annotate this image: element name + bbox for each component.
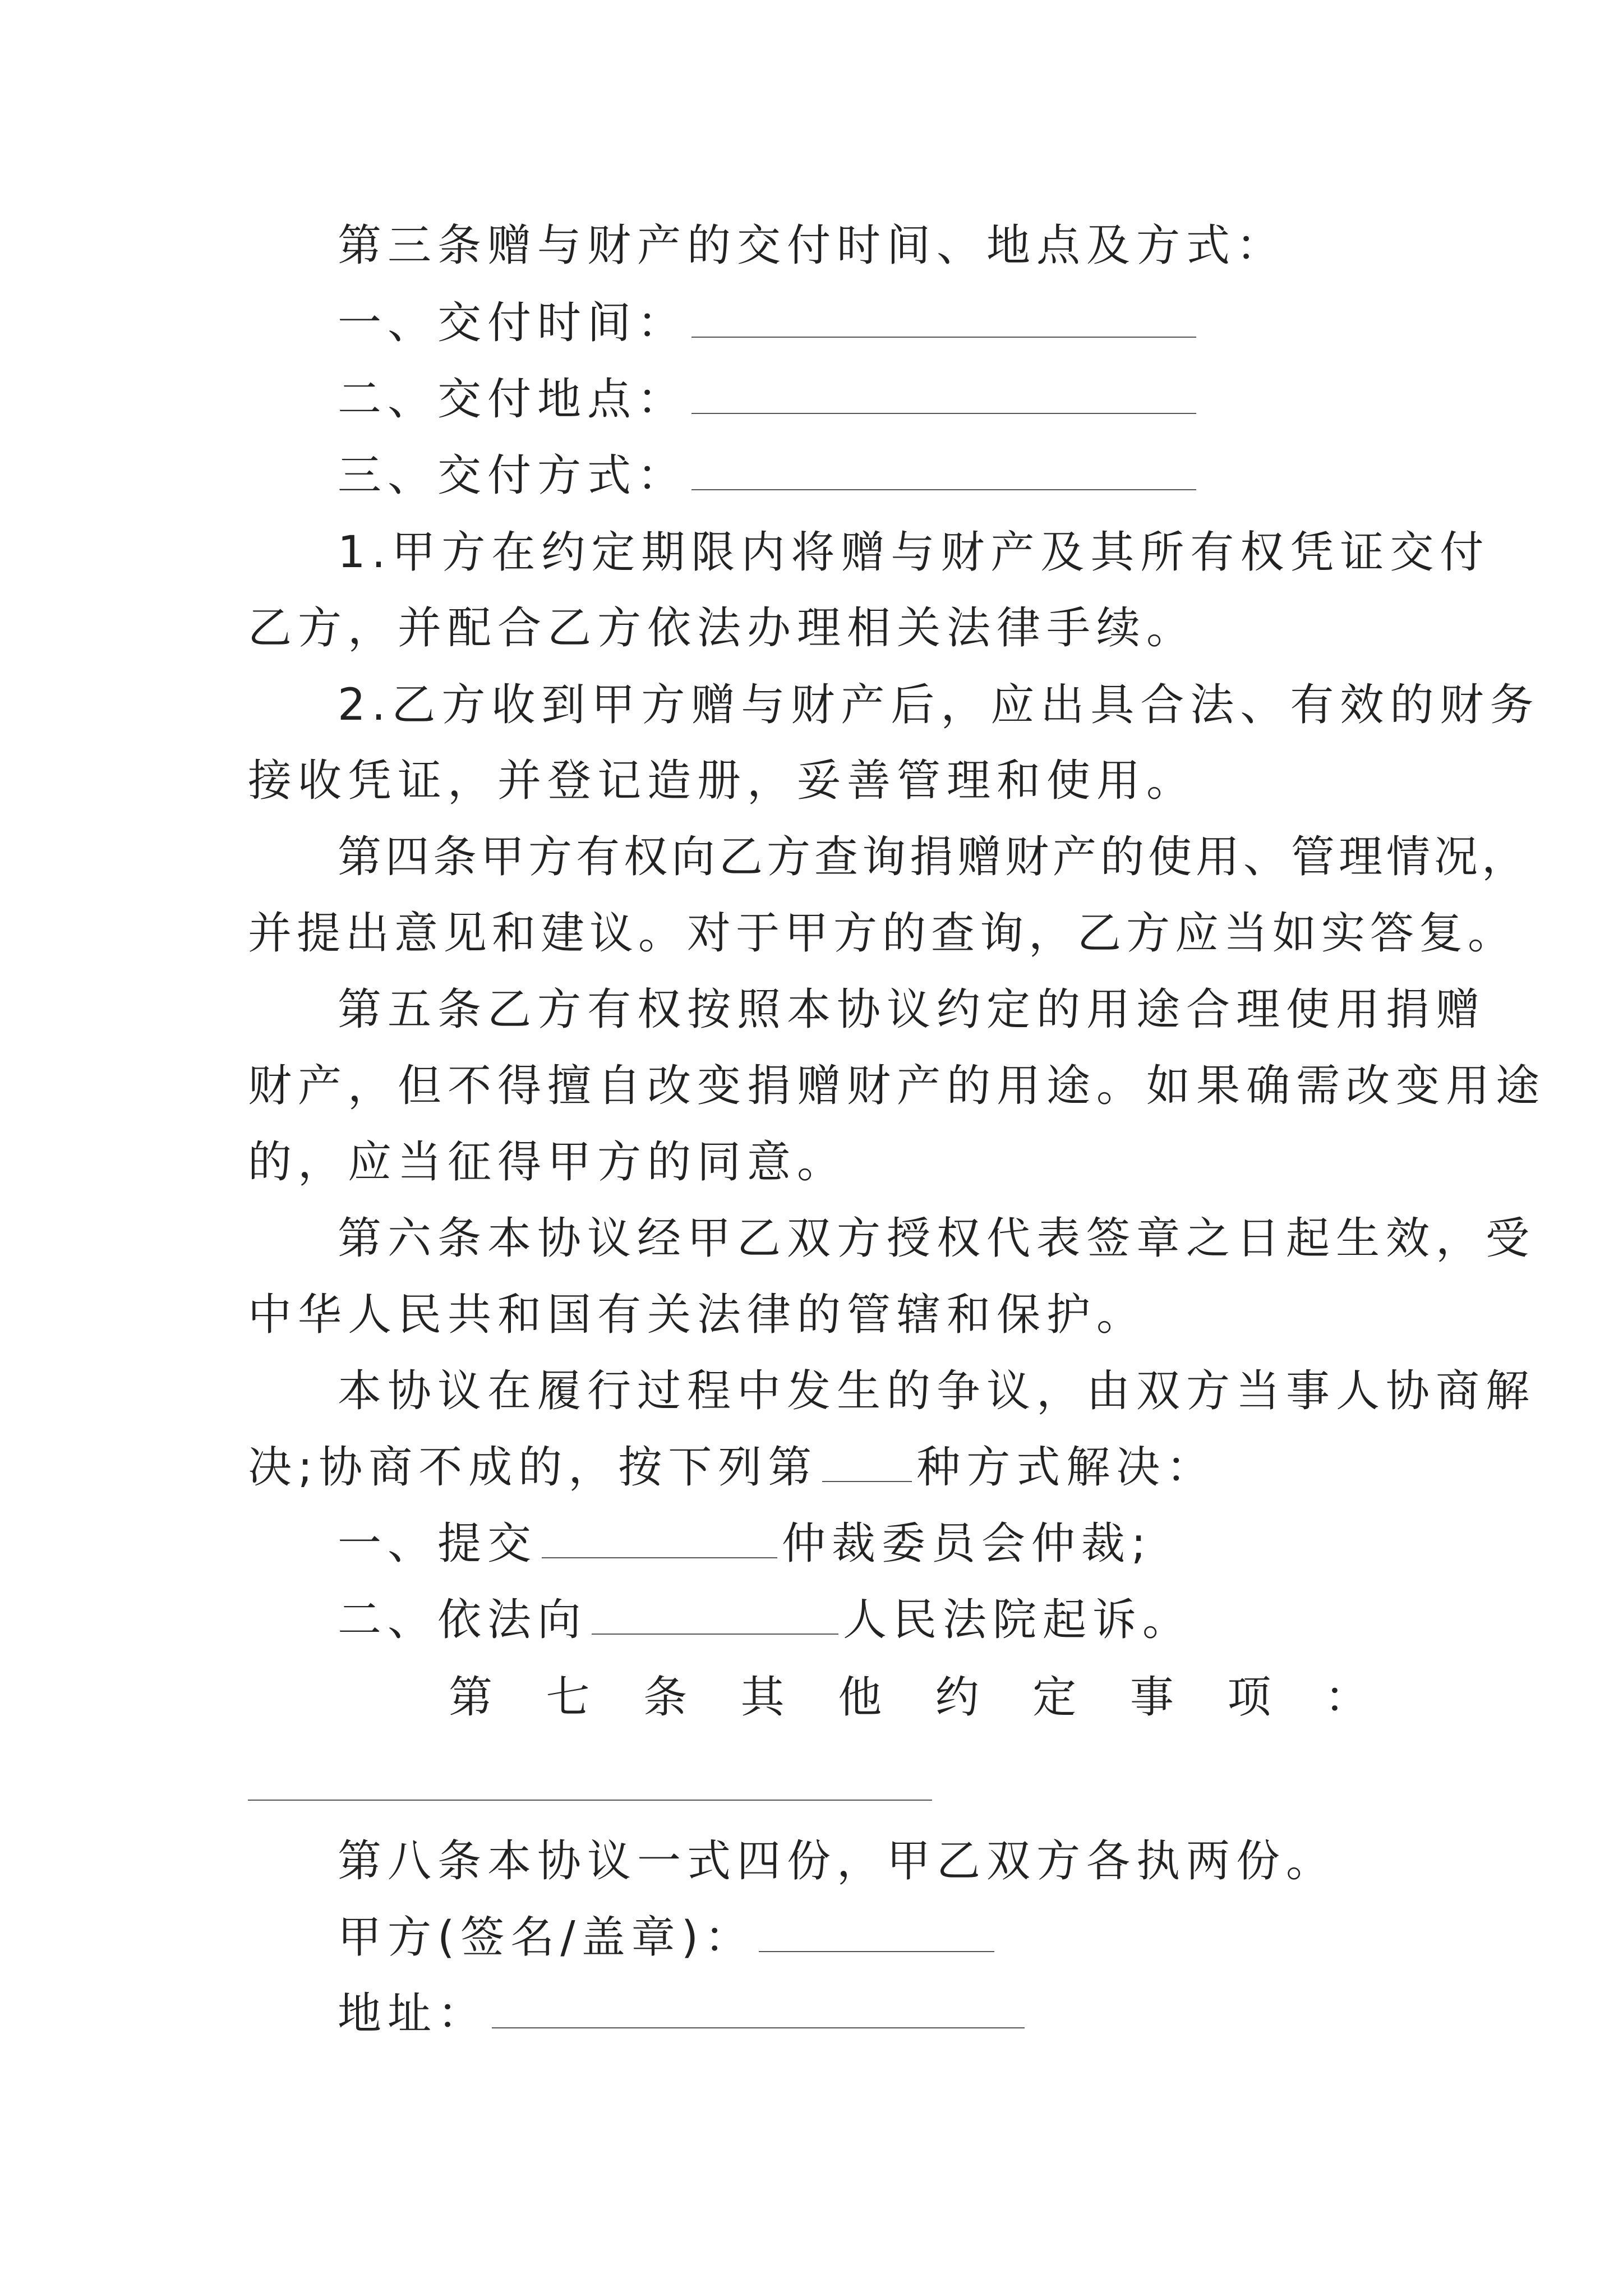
clause-1-line-1: 1.甲方在约定期限内将赠与财产及其所有权凭证交付: [338, 527, 1490, 578]
dispute-line-2-text-b: 种方式解决：: [916, 1442, 1216, 1493]
dispute-line-2: [248, 1439, 1216, 1496]
delivery-place-blank: [691, 374, 1196, 414]
delivery-method-label: 三、交付方式：: [338, 450, 688, 501]
article-7-char: 七: [546, 1672, 590, 1723]
article-4-line-2: 并提出意见和建议。对于甲方的查询，乙方应当如实答复。: [248, 908, 1517, 959]
article-7-heading: [449, 1669, 1368, 1726]
dispute-method-blank: [822, 1442, 912, 1482]
article-7-char: 第: [449, 1672, 493, 1723]
article-5-line-2: 财产，但不得擅自改变捐赠财产的用途。如果确需改变用途: [248, 1061, 1546, 1111]
article-6-line-2: 中华人民共和国有关法律的管辖和保护。: [248, 1290, 1147, 1340]
article-4-line-1: 第四条甲方有权向乙方查询捐赠财产的使用、管理情况，: [338, 832, 1530, 882]
dispute-option-1-text-b: 仲裁委员会仲裁;: [782, 1519, 1152, 1569]
party-a-label: 甲方(签名/盖章)：: [338, 1912, 755, 1963]
clause-2-line-1: 2.乙方收到甲方赠与财产后，应出具合法、有效的财务: [338, 680, 1540, 730]
party-a-signature-blank: [759, 1912, 994, 1952]
article-5-line-3: 的，应当征得甲方的同意。: [248, 1137, 847, 1188]
address-row: [338, 1986, 1029, 2042]
clause-1-line-2: 乙方，并配合乙方依法办理相关法律手续。: [248, 603, 1197, 654]
address-label: 地址：: [338, 1989, 488, 2039]
dispute-option-2: [338, 1592, 1192, 1648]
delivery-place-row: [338, 371, 1201, 427]
delivery-method-row: [338, 448, 1201, 504]
dispute-option-2-text-a: 二、依法向: [338, 1595, 588, 1645]
dispute-option-1: [338, 1516, 1152, 1572]
court-blank: [592, 1594, 838, 1635]
article-7-char: 其: [740, 1672, 785, 1723]
article-7-char: 约: [935, 1672, 979, 1723]
delivery-time-label: 一、交付时间：: [338, 298, 688, 348]
article-8: 第八条本协议一式四份，甲乙双方各执两份。: [338, 1836, 1336, 1887]
article-7-char: 条: [643, 1672, 688, 1723]
dispute-option-2-text-b: 人民法院起诉。: [843, 1595, 1193, 1645]
delivery-time-row: [338, 295, 1201, 351]
article-5-line-1: 第五条乙方有权按照本协议约定的用途合理使用捐赠: [338, 984, 1486, 1035]
arbitration-committee-blank: [542, 1518, 777, 1558]
delivery-place-label: 二、交付地点：: [338, 374, 688, 425]
clause-2-line-2: 接收凭证，并登记造册，妥善管理和使用。: [248, 756, 1197, 806]
address-blank: [492, 1988, 1025, 2028]
delivery-method-blank: [691, 450, 1196, 490]
dispute-line-1: 本协议在履行过程中发生的争议，由双方当事人协商解: [338, 1366, 1536, 1416]
dispute-line-2-text-a: 决;协商不成的，按下列第: [248, 1442, 818, 1493]
article-7-char: 定: [1032, 1672, 1077, 1723]
article-7-char: 项: [1227, 1672, 1271, 1723]
article-3-title: 第三条赠与财产的交付时间、地点及方式：: [338, 220, 1287, 271]
delivery-time-blank: [691, 297, 1196, 338]
article-7-char: 他: [838, 1672, 882, 1723]
article-7-char: 事: [1129, 1672, 1174, 1723]
article-6-line-1: 第六条本协议经甲乙双方授权代表签章之日起生效，受: [338, 1213, 1536, 1264]
party-a-signature-row: [338, 1910, 999, 1966]
dispute-option-1-text-a: 一、提交: [338, 1519, 538, 1569]
other-matters-blank-line: [248, 1800, 932, 1801]
article-7-char: ：: [1324, 1672, 1368, 1723]
